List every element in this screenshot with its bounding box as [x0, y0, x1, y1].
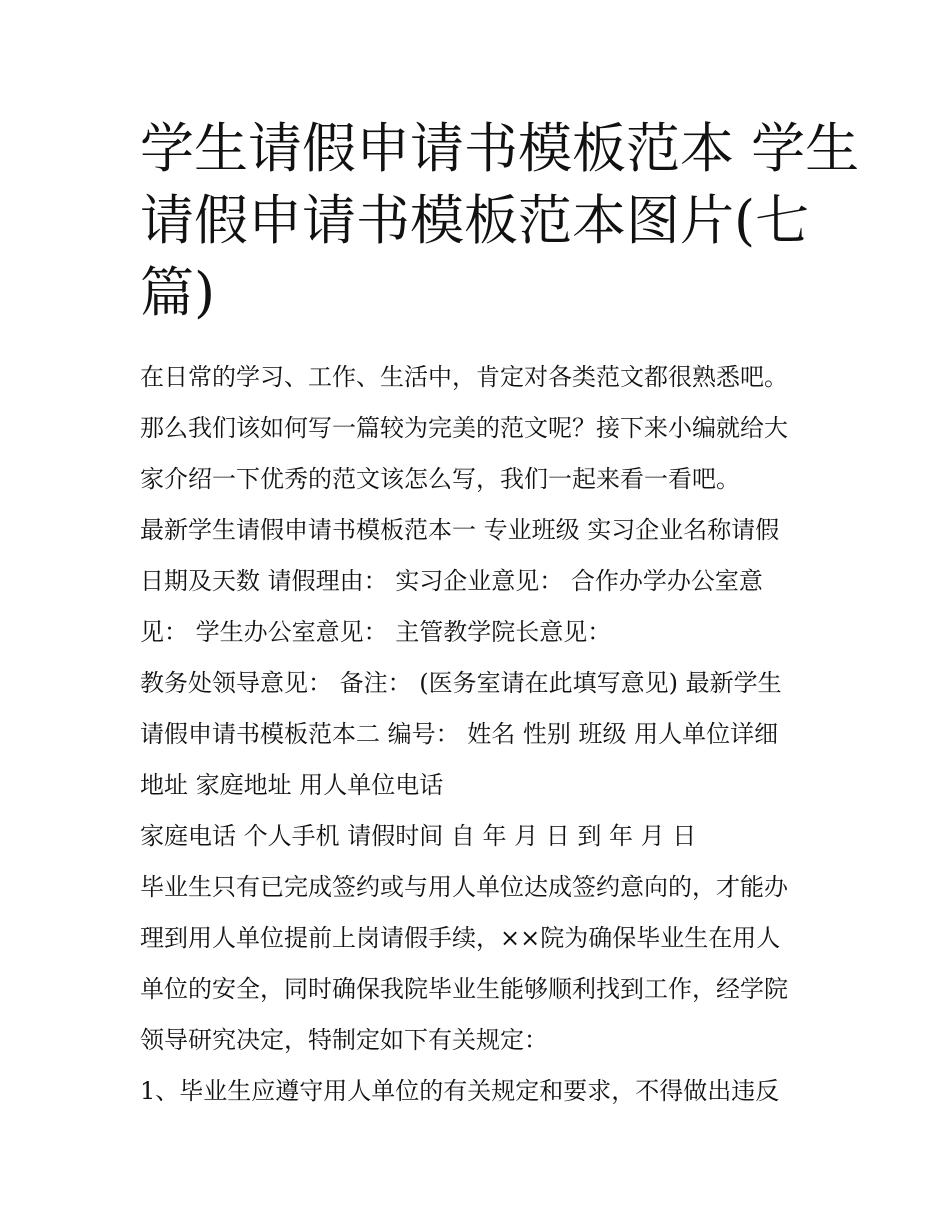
- body-line: 家庭电话 个人手机 请假时间 自 年 月 日 到 年 月 日: [140, 822, 697, 850]
- body-line: 请假申请书模板范本二 编号： 姓名 性别 班级 用人单位详细: [140, 720, 779, 748]
- body-line: 家介绍一下优秀的范文该怎么写，我们一起来看一看吧。: [140, 465, 740, 493]
- body-line: 那么我们该如何写一篇较为完美的范文呢？接下来小编就给大: [140, 414, 788, 442]
- title-line: 篇): [140, 261, 216, 324]
- body-line: 领导研究决定，特制定如下有关规定：: [140, 1026, 548, 1054]
- body-line: 在日常的学习、工作、生活中，肯定对各类范文都很熟悉吧。: [140, 363, 788, 391]
- document-body: [140, 352, 840, 1117]
- title-line: 学生请假申请书模板范本 学生: [140, 117, 860, 180]
- body-line: 最新学生请假申请书模板范本一 专业班级 实习企业名称请假: [140, 516, 780, 544]
- document-title: [140, 113, 860, 329]
- body-line: 毕业生只有已完成签约或与用人单位达成签约意向的，才能办: [140, 873, 788, 901]
- title-line: 请假申请书模板范本图片(七: [140, 189, 810, 252]
- body-line: 教务处领导意见： 备注： (医务室请在此填写意见) 最新学生: [140, 669, 782, 697]
- body-line: 单位的安全，同时确保我院毕业生能够顺利找到工作，经学院: [140, 975, 788, 1003]
- body-line: 地址 家庭地址 用人单位电话: [140, 771, 444, 799]
- body-line: 理到用人单位提前上岗请假手续，××院为确保毕业生在用人: [140, 924, 781, 952]
- body-line: 1、毕业生应遵守用人单位的有关规定和要求，不得做出违反: [140, 1077, 780, 1105]
- body-line: 见： 学生办公室意见： 主管教学院长意见：: [140, 618, 612, 646]
- body-line: 日期及天数 请假理由： 实习企业意见： 合作办学办公室意: [140, 567, 763, 595]
